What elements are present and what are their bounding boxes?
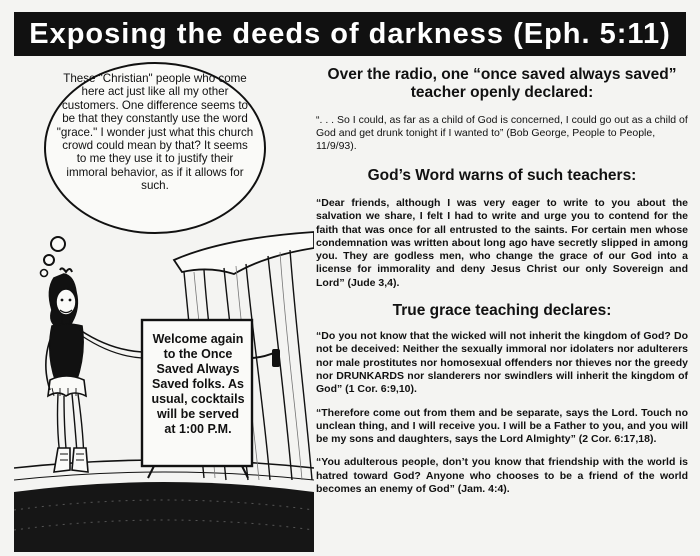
grace-heading: True grace teaching declares: xyxy=(392,302,612,320)
article-panel xyxy=(316,64,688,552)
jude-quote: “Dear friends, although I was very eager to write to you about the salvation we share, I felt I had to write and urge you to contend for the faith that was once for all entrusted to the saints. For certain men whose condemnation was written about long ago have secretly slipped in among you. They are godless men, who change the grace of our God into a license for immorality and deny Jesus Christ our only Sovereign and Lord” (Jude 3,4). xyxy=(316,197,688,289)
radio-heading: Over the radio, one “once saved always saved” teacher openly declared: xyxy=(327,66,677,101)
james-quote: “You adulterous people, don’t you know that friendship with the world is hatred toward God? Anyone who chooses to be a friend of the world becomes an enemy of God” (Jam. 4:4). xyxy=(316,456,688,496)
curtain-drape xyxy=(174,232,314,274)
curtain-tassel xyxy=(272,349,280,367)
cor2-quote: “Therefore come out from them and be separate, says the Lord. Touch no unclean thing, and I will receive you. I will be a Father to you, and you will be my sons and daughters, says the Lord Almighty” (2 Cor. 6:17,18). xyxy=(316,406,688,446)
thought-dot-2 xyxy=(44,255,54,265)
warns-heading: God’s Word warns of such teachers: xyxy=(367,167,637,184)
thought-bubble-text: These "Christian" people who come here act just like all my other customers. One difference seems to be that they constantly use the word "grace." I wonder just what this church crowd could mean by that? It seems to me they use it to justify their immoral behavior, as if it allows for such. xyxy=(56,72,254,193)
page-title-text: Exposing the deeds of darkness (Eph. 5:11) xyxy=(29,17,671,50)
page-title xyxy=(14,12,686,56)
woman-figure xyxy=(46,268,142,472)
thought-dot-1 xyxy=(51,237,65,251)
welcome-sign-text: Welcome again to the Once Saved Always Saved folks. As usual, cocktails will be served at 1:00 P.M. xyxy=(151,332,245,436)
thought-dot-3 xyxy=(41,270,48,277)
radio-quote: “. . . So I could, as far as a child of God is concerned, I could go out as a child of God and get drunk tonight if I wanted to” (Bob George, People to People, 11/9/93). xyxy=(316,114,688,152)
cor1-quote: “Do you not know that the wicked will not inherit the kingdom of God? Do not be deceived: Neither the sexually immoral nor idolaters nor adulterers nor male prostitutes nor homosexual offenders nor thieves nor the greedy nor DRUNKARDS nor slanderers nor swindlers will inherit the kingdom of God” (1 Cor. 6:9,10). xyxy=(316,330,688,396)
cartoon-panel xyxy=(14,60,314,552)
stage-front xyxy=(14,482,314,552)
